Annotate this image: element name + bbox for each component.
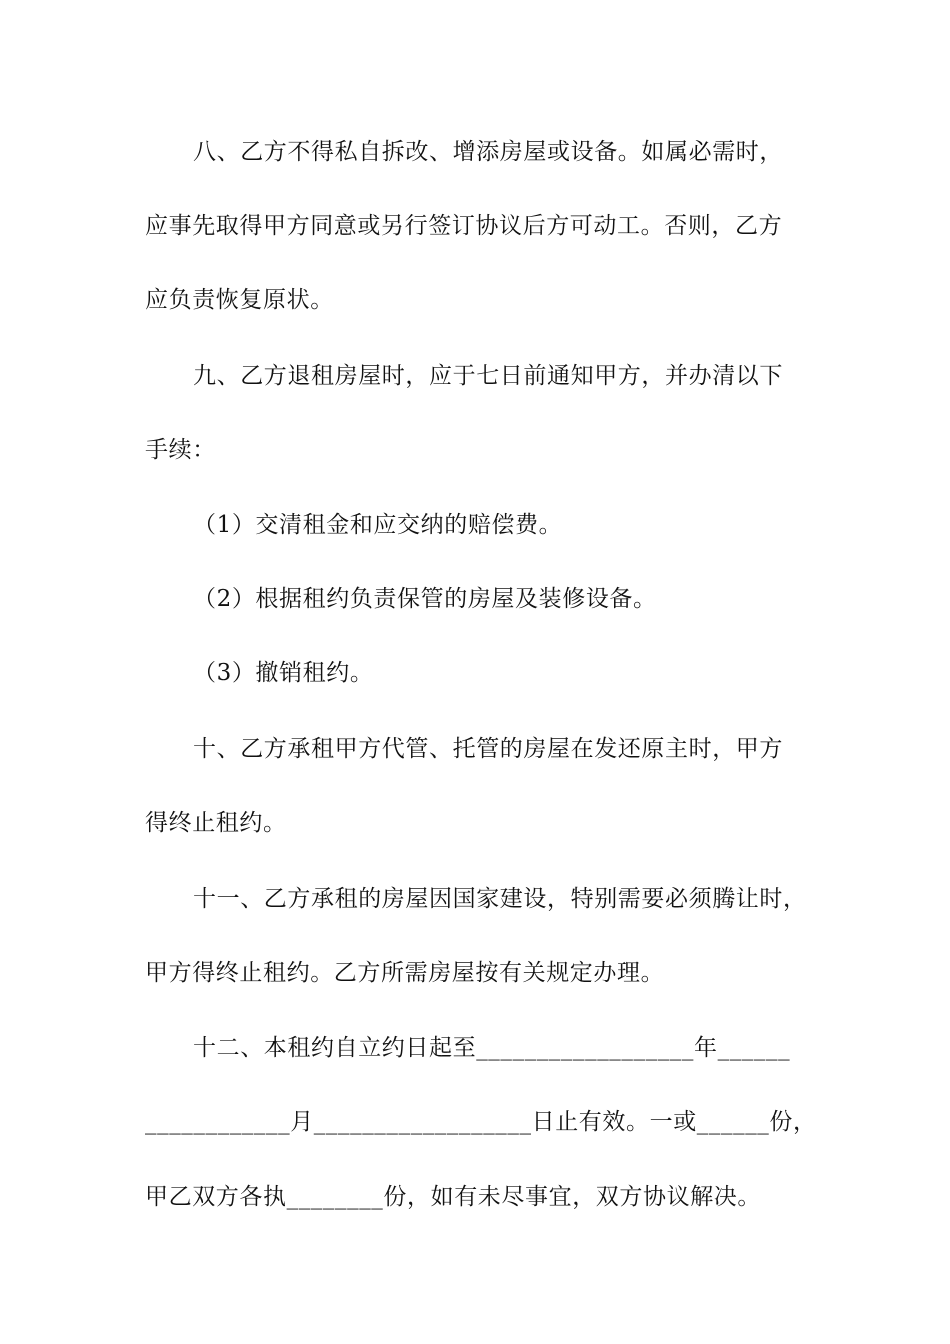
clause-12-line-1: 十二、本租约自立约日起至__________________年______ xyxy=(193,1035,791,1061)
clause-9-item-2: （2）根据租约负责保管的房屋及装修设备。 xyxy=(193,586,657,612)
clause-8-line-3: 应负责恢复原状。 xyxy=(145,287,334,313)
clause-9-item-1: （1）交清租金和应交纳的赔偿费。 xyxy=(193,512,563,538)
clause-10-line-1: 十、乙方承租甲方代管、托管的房屋在发还原主时，甲方 xyxy=(193,736,783,762)
clause-12-line-3: 甲乙双方各执________份，如有未尽事宜，双方协议解决。 xyxy=(145,1184,761,1210)
clause-9-item-3: （3）撤销租约。 xyxy=(193,660,374,686)
clause-8-line-1: 八、乙方不得私自拆改、增添房屋或设备。如属必需时， xyxy=(193,139,783,165)
clause-11-line-1: 十一、乙方承租的房屋因国家建设，特别需要必须腾让时， xyxy=(193,886,807,912)
clause-9-line-1: 九、乙方退租房屋时，应于七日前通知甲方，并办清以下 xyxy=(193,363,783,389)
clause-10-line-2: 得终止租约。 xyxy=(145,810,287,836)
clause-9-line-2: 手续： xyxy=(145,437,216,463)
clause-8-line-2: 应事先取得甲方同意或另行签订协议后方可动工。否则，乙方 xyxy=(145,213,783,239)
clause-11-line-2: 甲方得终止租约。乙方所需房屋按有关规定办理。 xyxy=(145,960,665,986)
clause-12-line-2: ____________月__________________日止有效。一或______份， xyxy=(145,1109,817,1135)
